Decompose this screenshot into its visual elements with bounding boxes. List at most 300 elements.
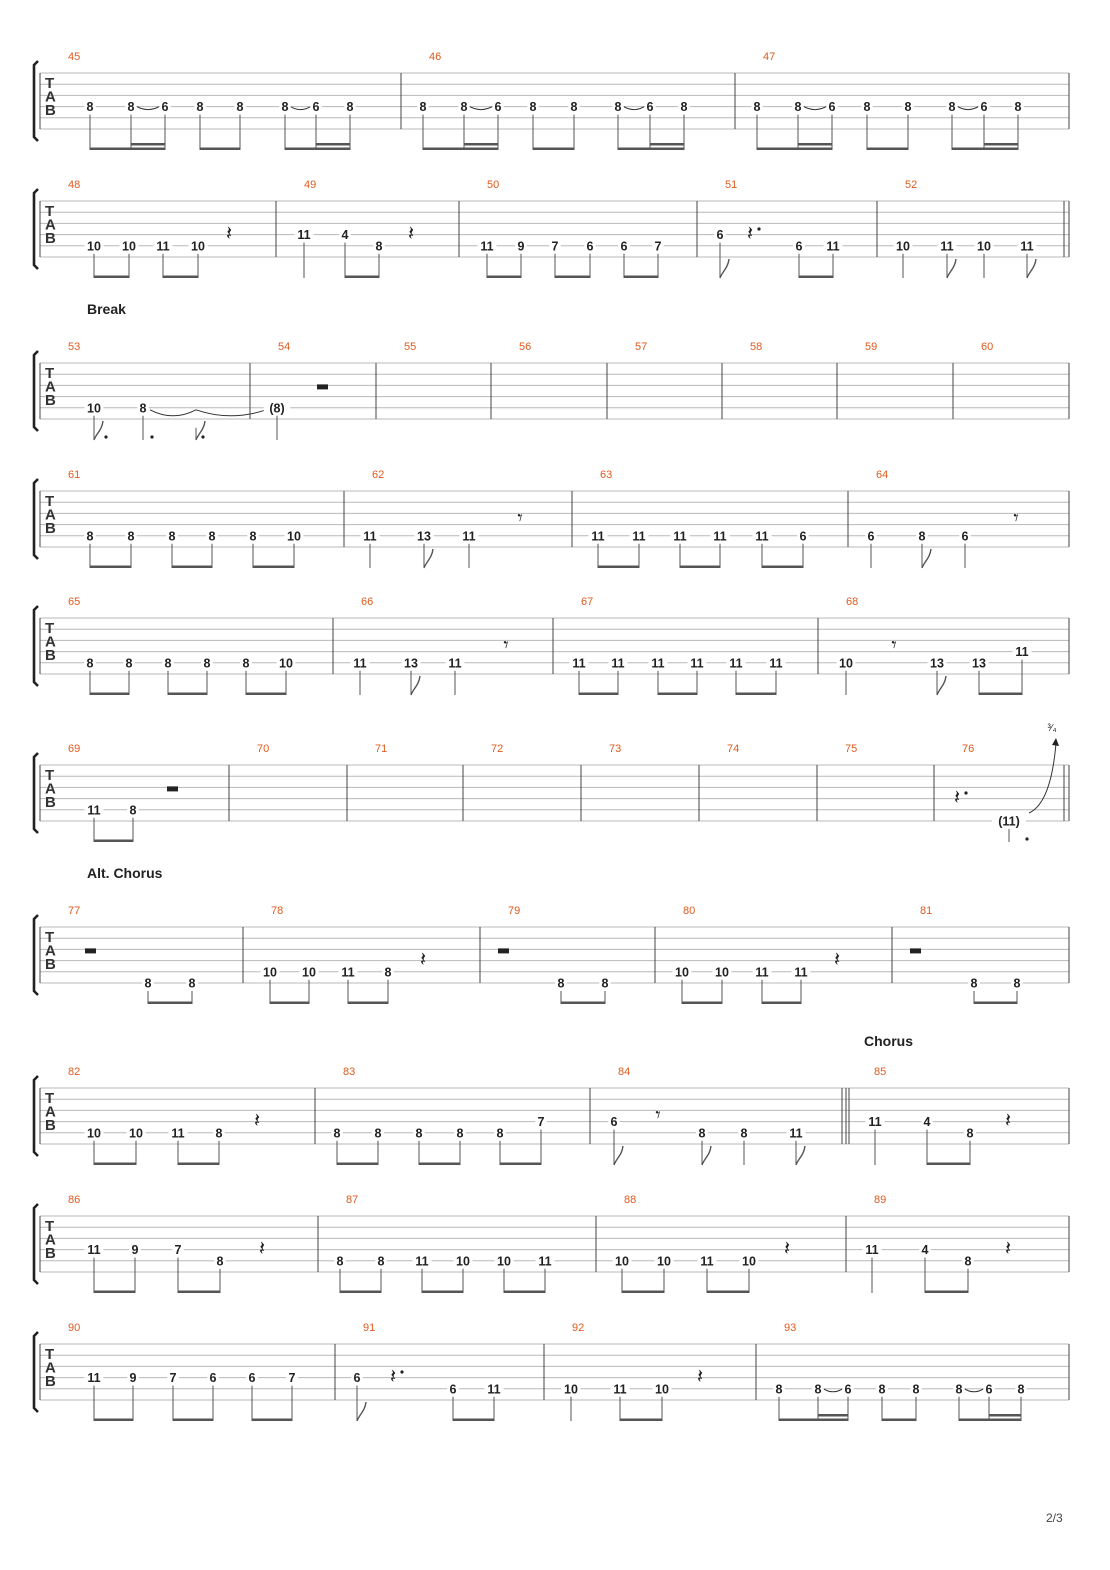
fret-number: 8 xyxy=(196,100,204,115)
fret-number: 6 xyxy=(620,239,628,254)
measure-number: 51 xyxy=(725,179,738,191)
system-bracket xyxy=(34,1204,38,1284)
measure-number: 71 xyxy=(375,743,388,755)
fret-number: 8 xyxy=(127,529,135,544)
fret-number: 8 xyxy=(188,976,196,991)
beam xyxy=(252,1419,292,1422)
beam xyxy=(799,276,833,279)
fret-number: 6 xyxy=(248,1371,256,1386)
beam xyxy=(500,1163,541,1166)
staff-system xyxy=(34,469,1069,568)
note-flag xyxy=(614,1146,623,1165)
beam xyxy=(173,1419,213,1422)
tab-clef-letter: A xyxy=(45,1231,56,1249)
fret-number: 4 xyxy=(341,228,349,243)
fret-number: 13 xyxy=(404,656,418,671)
fret-number: 8 xyxy=(557,976,565,991)
fret-number: 7 xyxy=(537,1115,545,1130)
bend-arrowhead xyxy=(1052,738,1059,746)
measure-number: 78 xyxy=(271,905,284,917)
fret-number: 10 xyxy=(839,656,853,671)
measure-54 xyxy=(264,341,328,440)
fret-number: 8 xyxy=(970,976,978,991)
fret-number: 11 xyxy=(673,529,687,544)
measure-61 xyxy=(68,469,304,568)
quarter-rest: 𝄽 xyxy=(746,221,754,246)
quarter-rest: 𝄽 xyxy=(1004,1108,1012,1133)
fret-number: 8 xyxy=(86,529,94,544)
bend-curve xyxy=(1029,743,1056,813)
measure-number: 72 xyxy=(491,743,504,755)
fret-number: 8 xyxy=(964,1254,972,1269)
measure-number: 68 xyxy=(846,596,859,608)
fret-number: 11 xyxy=(487,1382,501,1397)
beam xyxy=(680,566,720,569)
fret-number: 8 xyxy=(125,656,133,671)
fret-number: 11 xyxy=(865,1243,879,1258)
measure-number: 83 xyxy=(343,1066,356,1078)
half-rest xyxy=(498,948,509,953)
measure-number: 85 xyxy=(874,1066,887,1078)
measure-87 xyxy=(334,1194,554,1293)
fret-number: 8 xyxy=(419,100,427,115)
fret-number: 10 xyxy=(279,656,293,671)
fret-number: 8 xyxy=(86,100,94,115)
measure-number: 82 xyxy=(68,1066,81,1078)
fret-number: 8 xyxy=(614,100,622,115)
beam xyxy=(90,566,131,569)
measure-number: 81 xyxy=(920,905,933,917)
system-bracket xyxy=(34,753,38,833)
measure-70 xyxy=(257,743,269,755)
fret-number: 13 xyxy=(417,529,431,544)
measure-88 xyxy=(613,1194,791,1293)
measure-56 xyxy=(519,341,531,353)
beam xyxy=(90,693,129,696)
measure-80 xyxy=(673,905,841,1004)
fret-number: 13 xyxy=(972,656,986,671)
fret-number: 10 xyxy=(715,965,729,980)
measure-number: 84 xyxy=(618,1066,631,1078)
fret-number: 8 xyxy=(912,1382,920,1397)
beam xyxy=(561,1002,605,1005)
beam xyxy=(348,1002,388,1005)
beam xyxy=(163,276,198,279)
beam xyxy=(246,693,286,696)
half-rest xyxy=(167,786,178,791)
tab-clef-letter: T xyxy=(45,75,55,92)
beam xyxy=(762,566,803,569)
measure-number: 92 xyxy=(572,1322,585,1334)
beam xyxy=(504,1291,545,1294)
measure-number: 69 xyxy=(68,743,81,755)
eighth-rest: 𝄾 xyxy=(1013,505,1019,530)
fret-number: 6 xyxy=(209,1371,217,1386)
beam xyxy=(94,840,133,843)
fret-number: 8 xyxy=(377,1254,385,1269)
fret-number: 10 xyxy=(191,239,205,254)
measure-48 xyxy=(68,179,232,278)
fret-number: 6 xyxy=(828,100,836,115)
fret-number: 11 xyxy=(789,1126,803,1141)
fret-number: 8 xyxy=(333,1126,341,1141)
half-rest xyxy=(317,384,328,389)
measure-64 xyxy=(865,469,1018,568)
fret-number: 8 xyxy=(794,100,802,115)
beam xyxy=(200,148,240,151)
tab-clef-letter: B xyxy=(45,520,56,537)
fret-number: 6 xyxy=(646,100,654,115)
beam-16th xyxy=(464,143,498,146)
beam xyxy=(337,1163,378,1166)
measure-number: 90 xyxy=(68,1322,81,1334)
fret-number: 8 xyxy=(129,803,137,818)
beam xyxy=(736,693,776,696)
fret-number: 8 xyxy=(1013,976,1021,991)
tab-clef-letter: B xyxy=(45,230,56,247)
fret-number: 8 xyxy=(496,1126,504,1141)
measure-47 xyxy=(751,51,1024,150)
fret-number: 8 xyxy=(1014,100,1022,115)
measure-63 xyxy=(589,469,809,568)
note-flag xyxy=(702,1146,711,1165)
measure-79 xyxy=(498,905,611,1004)
quarter-rest: 𝄽 xyxy=(833,947,841,972)
fret-number: 6 xyxy=(716,228,724,243)
fret-number: 11 xyxy=(1015,645,1029,660)
beam xyxy=(622,1291,664,1294)
fret-number: 8 xyxy=(814,1382,822,1397)
fret-number: 8 xyxy=(203,656,211,671)
fret-number: 11 xyxy=(755,965,769,980)
fret-number: 6 xyxy=(867,529,875,544)
fret-number: 11 xyxy=(363,529,377,544)
fret-number: 10 xyxy=(263,965,277,980)
fret-number: 10 xyxy=(87,401,101,416)
augmentation-dot xyxy=(104,435,107,438)
tab-clef-letter: A xyxy=(45,1359,56,1377)
measure-91 xyxy=(351,1322,503,1421)
staff-system xyxy=(34,51,1069,150)
fret-number: 8 xyxy=(740,1126,748,1141)
beam xyxy=(927,1163,970,1166)
measure-92 xyxy=(562,1322,704,1421)
tab-clef-letter: B xyxy=(45,956,56,973)
measure-57 xyxy=(635,341,647,353)
measure-number: 89 xyxy=(874,1194,887,1206)
beam xyxy=(658,693,697,696)
note-flag xyxy=(1027,259,1036,278)
fret-number: 10 xyxy=(615,1254,629,1269)
eighth-rest: 𝄾 xyxy=(517,505,523,530)
measure-number: 54 xyxy=(278,341,291,353)
measure-76 xyxy=(954,723,1059,842)
fret-number: 8 xyxy=(601,976,609,991)
measure-number: 74 xyxy=(727,743,740,755)
measure-68 xyxy=(837,596,1032,695)
beam xyxy=(168,693,207,696)
measure-84 xyxy=(608,1066,805,1165)
measure-number: 76 xyxy=(962,743,975,755)
staff-system xyxy=(34,723,1069,842)
fret-number: 7 xyxy=(551,239,559,254)
measure-number: 60 xyxy=(981,341,994,353)
augmentation-dot xyxy=(1025,837,1028,840)
beam-16th xyxy=(650,143,684,146)
beam xyxy=(285,148,350,151)
beam xyxy=(94,276,129,279)
fret-number: 10 xyxy=(122,239,136,254)
beam xyxy=(624,276,658,279)
half-rest xyxy=(910,948,921,953)
fret-number: 8 xyxy=(1017,1382,1025,1397)
fret-number: 11 xyxy=(713,529,727,544)
beam xyxy=(253,566,294,569)
measure-72 xyxy=(491,743,503,755)
quarter-rest: 𝄽 xyxy=(389,1364,397,1389)
measure-89 xyxy=(863,1194,1012,1293)
fret-number: 11 xyxy=(651,656,665,671)
beam xyxy=(94,1419,133,1422)
fret-number: 7 xyxy=(654,239,662,254)
quarter-rest: 𝄽 xyxy=(419,947,427,972)
note-flag xyxy=(357,1402,366,1421)
note-flag xyxy=(937,676,946,695)
fret-number: 8 xyxy=(374,1126,382,1141)
fret-number: 8 xyxy=(281,100,289,115)
tab-clef-letter: B xyxy=(45,1117,56,1134)
fret-number: 11 xyxy=(448,656,462,671)
measure-number: 77 xyxy=(68,905,81,917)
measure-number: 57 xyxy=(635,341,648,353)
fret-number: 6 xyxy=(353,1371,361,1386)
fret-number: 6 xyxy=(610,1115,618,1130)
beam-16th xyxy=(798,143,832,146)
fret-number: 8 xyxy=(878,1382,886,1397)
fret-number: 6 xyxy=(312,100,320,115)
measure-77 xyxy=(68,905,198,1004)
fret-number: 8 xyxy=(863,100,871,115)
staff-system xyxy=(34,1322,1069,1421)
fret-number: 8 xyxy=(460,100,468,115)
measure-number: 73 xyxy=(609,743,622,755)
fret-number: 10 xyxy=(497,1254,511,1269)
beam xyxy=(148,1002,192,1005)
beam xyxy=(762,1002,801,1005)
beam xyxy=(618,148,684,151)
quarter-rest: 𝄽 xyxy=(696,1364,704,1389)
measure-75 xyxy=(845,743,857,755)
fret-number: 8 xyxy=(375,239,383,254)
beam xyxy=(90,148,165,151)
measure-number: 58 xyxy=(750,341,763,353)
fret-number: 11 xyxy=(297,228,311,243)
fret-number: 8 xyxy=(164,656,172,671)
fret-number: 8 xyxy=(680,100,688,115)
beam xyxy=(94,1163,136,1166)
fret-number: 8 xyxy=(127,100,135,115)
tab-clef-letter: B xyxy=(45,102,56,119)
beam xyxy=(974,1002,1017,1005)
fret-number: 10 xyxy=(896,239,910,254)
tab-clef-letter: A xyxy=(45,942,56,960)
fret-number: 8 xyxy=(86,656,94,671)
system-bracket xyxy=(34,479,38,559)
measure-60 xyxy=(981,341,993,353)
fret-number: 6 xyxy=(795,239,803,254)
fret-number: 10 xyxy=(302,965,316,980)
fret-number: 10 xyxy=(657,1254,671,1269)
fret-number: (8) xyxy=(269,401,285,416)
measure-62 xyxy=(361,469,523,568)
tie xyxy=(150,410,196,416)
fret-number: 8 xyxy=(215,1126,223,1141)
measure-67 xyxy=(570,596,786,695)
beam xyxy=(598,566,639,569)
fret-number: 8 xyxy=(336,1254,344,1269)
fret-number: 8 xyxy=(139,401,147,416)
tab-clef-letter: A xyxy=(45,780,56,798)
fret-number: 8 xyxy=(456,1126,464,1141)
fret-number: 6 xyxy=(844,1382,852,1397)
fret-number: 10 xyxy=(87,1126,101,1141)
quarter-rest: 𝄽 xyxy=(783,1236,791,1261)
fret-number: 8 xyxy=(236,100,244,115)
beam xyxy=(94,1291,135,1294)
fret-number: 8 xyxy=(918,529,926,544)
fret-number: 4 xyxy=(921,1243,929,1258)
beam-16th xyxy=(818,1414,848,1417)
system-bracket xyxy=(34,915,38,995)
beam xyxy=(682,1002,722,1005)
fret-number: 11 xyxy=(480,239,494,254)
fret-number: 11 xyxy=(632,529,646,544)
system-bracket xyxy=(34,351,38,431)
augmentation-dot xyxy=(150,435,153,438)
eighth-rest: 𝄾 xyxy=(891,632,897,657)
staff-system xyxy=(34,865,1069,1004)
measure-50 xyxy=(478,179,664,278)
tab-clef-letter: A xyxy=(45,378,56,396)
tab-clef-letter: B xyxy=(45,647,56,664)
tab-clef-letter: B xyxy=(45,1373,56,1390)
fret-number: 11 xyxy=(591,529,605,544)
tab-clef-letter: T xyxy=(45,203,55,220)
fret-number: 6 xyxy=(799,529,807,544)
note-flag xyxy=(922,549,931,568)
beam xyxy=(620,1419,662,1422)
fret-number: 10 xyxy=(287,529,301,544)
note-flag xyxy=(94,421,103,440)
tab-clef-letter: T xyxy=(45,929,55,946)
beam xyxy=(453,1419,494,1422)
tab-clef-letter: A xyxy=(45,1103,56,1121)
beam-16th xyxy=(316,143,350,146)
section-heading: Alt. Chorus xyxy=(87,865,163,881)
measure-number: 70 xyxy=(257,743,270,755)
measure-number: 91 xyxy=(363,1322,376,1334)
fret-number: 7 xyxy=(174,1243,182,1258)
beam xyxy=(979,693,1022,696)
measure-number: 53 xyxy=(68,341,81,353)
fret-number: 11 xyxy=(826,239,840,254)
staff-system xyxy=(34,301,1069,440)
note-flag xyxy=(947,259,956,278)
measure-number: 45 xyxy=(68,51,81,63)
measure-74 xyxy=(727,743,739,755)
fret-number: 8 xyxy=(249,529,257,544)
fret-number: 9 xyxy=(517,239,525,254)
beam xyxy=(178,1291,220,1294)
measure-69 xyxy=(68,743,178,842)
system-bracket xyxy=(34,61,38,141)
measure-52 xyxy=(894,179,1037,278)
beam xyxy=(925,1291,968,1294)
fret-number: 11 xyxy=(1020,239,1034,254)
fret-number: 11 xyxy=(794,965,808,980)
system-bracket xyxy=(34,1076,38,1156)
fret-number: 9 xyxy=(129,1371,137,1386)
quarter-rest: 𝄽 xyxy=(253,1108,261,1133)
tab-clef-letter: B xyxy=(45,1245,56,1262)
fret-number: 11 xyxy=(171,1126,185,1141)
fret-number: 10 xyxy=(129,1126,143,1141)
tab-clef-letter: A xyxy=(45,633,56,651)
fret-number: 8 xyxy=(966,1126,974,1141)
beam xyxy=(533,148,574,151)
fret-number: 10 xyxy=(456,1254,470,1269)
fret-number: 6 xyxy=(494,100,502,115)
fret-number: 8 xyxy=(753,100,761,115)
fret-number: 11 xyxy=(538,1254,552,1269)
tab-clef-letter: T xyxy=(45,365,55,382)
tab-clef-letter: T xyxy=(45,1346,55,1363)
measure-number: 47 xyxy=(763,51,776,63)
beam xyxy=(172,566,212,569)
fret-number: (11) xyxy=(998,814,1020,829)
quarter-rest: 𝄽 xyxy=(407,221,415,246)
augmentation-dot xyxy=(757,227,760,230)
tab-clef-letter: A xyxy=(45,216,56,234)
measure-number: 62 xyxy=(372,469,385,481)
measure-number: 64 xyxy=(876,469,889,481)
fret-number: 8 xyxy=(168,529,176,544)
fret-number: 8 xyxy=(698,1126,706,1141)
tab-clef-letter: T xyxy=(45,1090,55,1107)
measure-number: 93 xyxy=(784,1322,797,1334)
measure-number: 61 xyxy=(68,469,81,481)
measure-53 xyxy=(68,341,266,440)
measure-81 xyxy=(910,905,1023,1004)
measure-number: 86 xyxy=(68,1194,81,1206)
beam xyxy=(952,148,1018,151)
measure-number: 49 xyxy=(304,179,317,191)
quarter-rest: 𝄽 xyxy=(225,221,233,246)
fret-number: 11 xyxy=(729,656,743,671)
measure-number: 46 xyxy=(429,51,442,63)
fret-number: 8 xyxy=(346,100,354,115)
fret-number: 8 xyxy=(216,1254,224,1269)
fret-number: 11 xyxy=(572,656,586,671)
note-flag xyxy=(720,259,729,278)
tab-clef-letter: B xyxy=(45,392,56,409)
fret-number: 11 xyxy=(769,656,783,671)
measure-83 xyxy=(331,1066,547,1165)
measure-number: 88 xyxy=(624,1194,637,1206)
measure-86 xyxy=(68,1194,265,1293)
beam-16th xyxy=(989,1414,1021,1417)
system-bracket xyxy=(34,189,38,269)
